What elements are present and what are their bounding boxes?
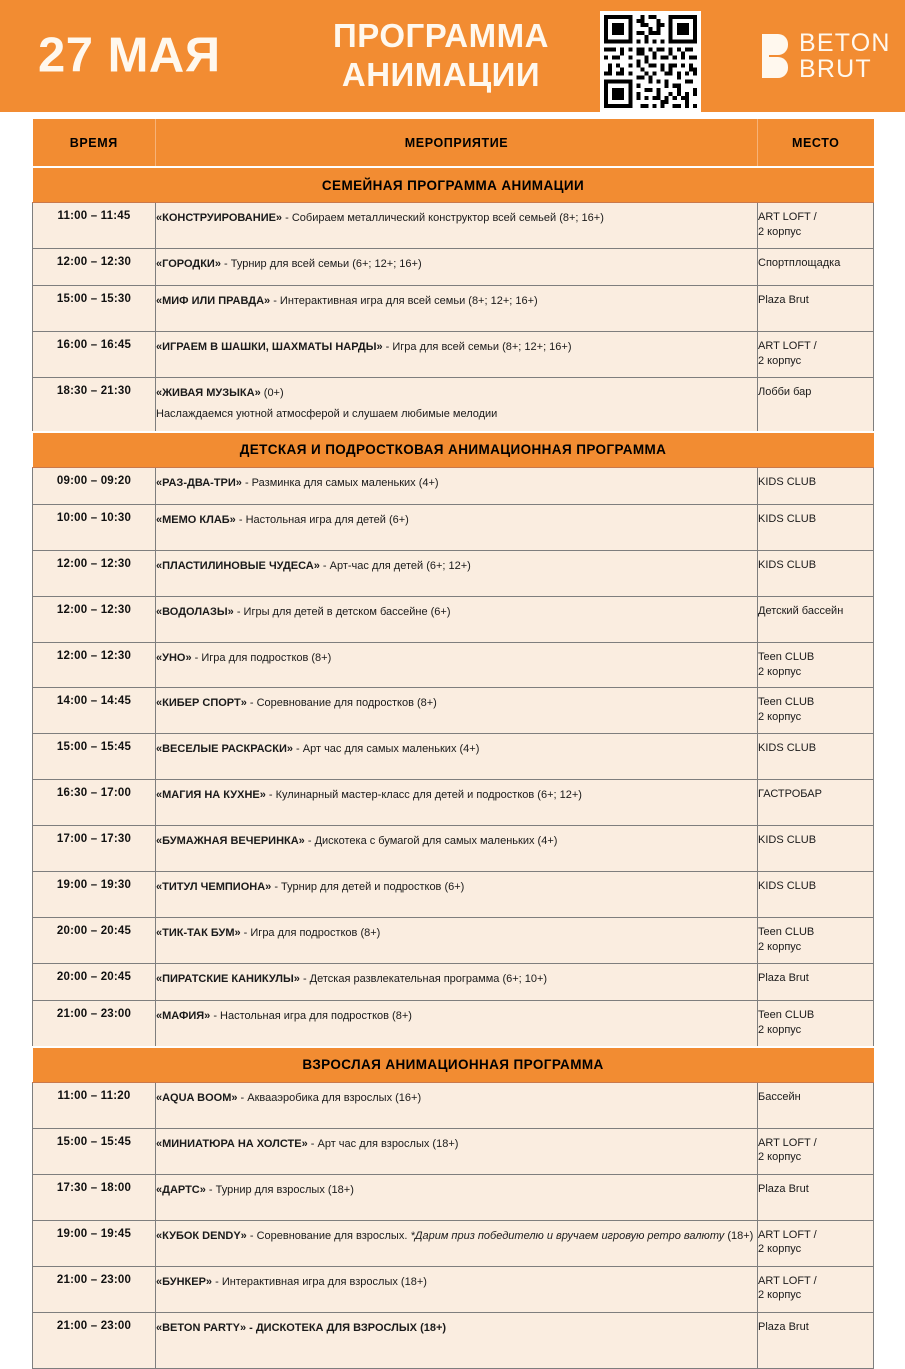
cell-place bbox=[758, 1174, 874, 1220]
event-name: «БУНКЕР» bbox=[156, 1275, 213, 1288]
place-line1: Teen CLUB bbox=[758, 926, 815, 939]
event-name: «ПЛАСТИЛИНОВЫЕ ЧУДЕСА» bbox=[156, 559, 320, 572]
table-row[interactable] bbox=[33, 596, 874, 642]
cell-time: 14:00 – 14:45 bbox=[33, 688, 156, 734]
cell-place bbox=[758, 331, 874, 377]
section-header-row bbox=[33, 167, 874, 203]
place-line2: 2 корпус bbox=[758, 665, 802, 678]
place-line1: Plaza Brut bbox=[758, 1320, 809, 1333]
cell-time: 12:00 – 12:30 bbox=[33, 550, 156, 596]
cell-place bbox=[758, 550, 874, 596]
table-row[interactable] bbox=[33, 1082, 874, 1128]
event-name: «РАЗ-ДВА-ТРИ» bbox=[156, 476, 242, 489]
table-row[interactable] bbox=[33, 734, 874, 780]
event-description: - Настольная игра для подростков (8+) bbox=[210, 1009, 412, 1022]
cell-place bbox=[758, 203, 874, 249]
page-title bbox=[286, 17, 596, 95]
place-line1: Teen CLUB bbox=[758, 696, 815, 709]
place-line1: Спортплощадка bbox=[758, 256, 841, 269]
event-name: «ГОРОДКИ» bbox=[156, 257, 221, 270]
event-name: «БУМАЖНАЯ ВЕЧЕРИНКА» bbox=[156, 835, 305, 848]
cell-place bbox=[758, 1220, 874, 1266]
cell-event bbox=[156, 550, 758, 596]
cell-time: 15:00 – 15:45 bbox=[33, 734, 156, 780]
place-line1: Детский бассейн bbox=[758, 604, 844, 617]
place-line2: 2 корпус bbox=[758, 1243, 802, 1256]
cell-event bbox=[156, 467, 758, 504]
event-description: - Турнир для взрослых (18+) bbox=[205, 1183, 354, 1196]
cell-place bbox=[758, 1128, 874, 1174]
event-description: - Турнир для детей и подростков (6+) bbox=[271, 881, 465, 894]
cell-place bbox=[758, 1000, 874, 1046]
cell-event bbox=[156, 331, 758, 377]
cell-time: 11:00 – 11:45 bbox=[33, 203, 156, 249]
cell-time: 11:00 – 11:20 bbox=[33, 1082, 156, 1128]
table-row[interactable] bbox=[33, 642, 874, 688]
place-line2: 2 корпус bbox=[758, 1151, 802, 1164]
cell-place bbox=[758, 1266, 874, 1312]
place-line1: Бассейн bbox=[758, 1090, 801, 1103]
cell-time: 19:00 – 19:30 bbox=[33, 872, 156, 918]
table-row[interactable] bbox=[33, 504, 874, 550]
table-head bbox=[33, 119, 874, 167]
table-row[interactable] bbox=[33, 1312, 874, 1368]
cell-time: 20:00 – 20:45 bbox=[33, 963, 156, 1000]
event-description: - Игра для всей семьи (8+; 12+; 16+) bbox=[382, 340, 572, 353]
cell-place bbox=[758, 642, 874, 688]
event-name: «МАФИЯ» bbox=[156, 1009, 211, 1022]
section-header-row bbox=[33, 432, 874, 468]
section-title: ДЕТСКАЯ И ПОДРОСТКОВАЯ АНИМАЦИОННАЯ ПРОГРАММА bbox=[33, 432, 874, 468]
table-row[interactable] bbox=[33, 1174, 874, 1220]
cell-event bbox=[156, 203, 758, 249]
place-line1: ART LOFT / bbox=[758, 211, 817, 223]
cell-place bbox=[758, 780, 874, 826]
place-line1: Teen CLUB bbox=[758, 1008, 815, 1021]
cell-place bbox=[758, 872, 874, 918]
place-line2: 2 корпус bbox=[758, 941, 802, 953]
cell-event bbox=[156, 688, 758, 734]
table-row[interactable] bbox=[33, 203, 874, 249]
brand-logo-text bbox=[799, 30, 891, 82]
place-line1: KIDS CLUB bbox=[758, 558, 817, 571]
event-description: - Настольная игра для детей (6+) bbox=[235, 513, 409, 526]
event-name: «ВОДОЛАЗЫ» bbox=[156, 605, 234, 618]
place-line1: Лобби бар bbox=[758, 385, 812, 398]
cell-place bbox=[758, 285, 874, 331]
table-row[interactable] bbox=[33, 467, 874, 504]
place-line2: 2 корпус bbox=[758, 225, 802, 238]
event-description: - Арт час для взрослых (18+) bbox=[307, 1137, 459, 1150]
cell-event bbox=[156, 1000, 758, 1046]
cell-event bbox=[156, 872, 758, 918]
cell-event bbox=[156, 963, 758, 1000]
column-header-event: МЕРОПРИЯТИЕ bbox=[156, 119, 758, 167]
cell-time: 10:00 – 10:30 bbox=[33, 504, 156, 550]
table-row[interactable] bbox=[33, 1000, 874, 1046]
table-row[interactable] bbox=[33, 1220, 874, 1266]
event-description: - Аквааэробика для взрослых (16+) bbox=[237, 1091, 422, 1104]
event-description: - Игра для подростков (8+) bbox=[191, 651, 332, 664]
event-name: «МЕМО КЛАБ» bbox=[156, 513, 236, 526]
event-name: «ДАРТС» bbox=[156, 1183, 206, 1196]
cell-event bbox=[156, 918, 758, 964]
table-row[interactable] bbox=[33, 550, 874, 596]
event-name: «ПИРАТСКИЕ КАНИКУЛЫ» bbox=[156, 972, 300, 985]
program-table bbox=[32, 119, 874, 1369]
cell-event bbox=[156, 504, 758, 550]
cell-place bbox=[758, 963, 874, 1000]
cell-event bbox=[156, 248, 758, 285]
cell-event bbox=[156, 642, 758, 688]
beton-brut-mark-icon bbox=[762, 34, 788, 78]
event-name: «КУБОК DENDY» bbox=[156, 1229, 247, 1242]
table-row[interactable] bbox=[33, 248, 874, 285]
event-description: - Игры для детей в детском бассейне (6+) bbox=[233, 605, 451, 618]
cell-time: 12:00 – 12:30 bbox=[33, 596, 156, 642]
event-description: - Арт-час для детей (6+; 12+) bbox=[319, 559, 471, 572]
column-header-place: МЕСТО bbox=[758, 119, 874, 167]
place-line2: 2 корпус bbox=[758, 1289, 802, 1302]
event-description: - Интерактивная игра для всей семьи (8+; 12+; 16+) bbox=[270, 294, 538, 307]
event-name: «ТИК-ТАК БУМ» bbox=[156, 927, 241, 940]
cell-event bbox=[156, 780, 758, 826]
place-line1: ART LOFT / bbox=[758, 1136, 817, 1149]
cell-event bbox=[156, 1312, 758, 1368]
cell-place bbox=[758, 248, 874, 285]
place-line1: KIDS CLUB bbox=[758, 880, 817, 893]
place-line1: ART LOFT / bbox=[758, 1228, 817, 1241]
cell-time: 20:00 – 20:45 bbox=[33, 918, 156, 964]
place-line1: ART LOFT / bbox=[758, 1274, 817, 1287]
cell-time: 17:30 – 18:00 bbox=[33, 1174, 156, 1220]
table-row[interactable] bbox=[33, 1128, 874, 1174]
event-name: «ТИТУЛ ЧЕМПИОНА» bbox=[156, 881, 272, 894]
table-row[interactable] bbox=[33, 872, 874, 918]
table-row[interactable] bbox=[33, 1266, 874, 1312]
cell-time: 18:30 – 21:30 bbox=[33, 377, 156, 432]
qr-code-svg bbox=[600, 11, 701, 112]
place-line1: ГАСТРОБАР bbox=[758, 788, 822, 801]
cell-event bbox=[156, 1220, 758, 1266]
event-date: 27 МАЯ bbox=[38, 28, 221, 83]
table-row[interactable] bbox=[33, 688, 874, 734]
cell-place bbox=[758, 467, 874, 504]
event-subtitle: Наслаждаемся уютной атмосферой и слушаем любимые мелодии bbox=[156, 407, 498, 420]
place-line2: 2 корпус bbox=[758, 354, 802, 367]
event-description: - Разминка для самых маленьких (4+) bbox=[241, 476, 439, 489]
brand-name-line1: BETON bbox=[799, 29, 891, 57]
cell-event bbox=[156, 1174, 758, 1220]
cell-event bbox=[156, 826, 758, 872]
event-name: «ЖИВАЯ МУЗЫКА» bbox=[156, 386, 261, 399]
event-name: «AQUA BOOM» bbox=[156, 1091, 238, 1104]
qr-code-icon[interactable] bbox=[600, 11, 701, 112]
cell-place bbox=[758, 918, 874, 964]
table-row[interactable] bbox=[33, 963, 874, 1000]
cell-time: 12:00 – 12:30 bbox=[33, 642, 156, 688]
table-body bbox=[33, 167, 874, 1368]
cell-time: 16:30 – 17:00 bbox=[33, 780, 156, 826]
cell-place bbox=[758, 1312, 874, 1368]
event-name: «BETON PARTY» - ДИСКОТЕКА ДЛЯ ВЗРОСЛЫХ (18+) bbox=[156, 1321, 447, 1334]
cell-time: 21:00 – 23:00 bbox=[33, 1000, 156, 1046]
event-description: - Интерактивная игра для взрослых (18+) bbox=[212, 1275, 427, 1288]
cell-event bbox=[156, 596, 758, 642]
cell-event bbox=[156, 285, 758, 331]
cell-time: 15:00 – 15:30 bbox=[33, 285, 156, 331]
event-description: - Турнир для всей семьи (6+; 12+; 16+) bbox=[220, 257, 422, 270]
event-name: «МИНИАТЮРА НА ХОЛСТЕ» bbox=[156, 1137, 308, 1150]
event-description: - Собираем металлический конструктор всей семьей (8+; 16+) bbox=[282, 212, 604, 224]
cell-event bbox=[156, 734, 758, 780]
event-name: «ВЕСЕЛЫЕ РАСКРАСКИ» bbox=[156, 743, 293, 756]
section-title: ВЗРОСЛАЯ АНИМАЦИОННАЯ ПРОГРАММА bbox=[33, 1047, 874, 1083]
event-name: «ИГРАЕМ В ШАШКИ, ШАХМАТЫ НАРДЫ» bbox=[156, 340, 383, 353]
cell-place bbox=[758, 734, 874, 780]
cell-place bbox=[758, 596, 874, 642]
event-name: «УНО» bbox=[156, 651, 192, 664]
cell-time: 21:00 – 23:00 bbox=[33, 1266, 156, 1312]
cell-place bbox=[758, 1082, 874, 1128]
place-line1: ART LOFT / bbox=[758, 339, 817, 352]
event-name: «МИФ ИЛИ ПРАВДА» bbox=[156, 294, 271, 307]
table-row[interactable] bbox=[33, 780, 874, 826]
cell-place bbox=[758, 826, 874, 872]
event-name: «МАГИЯ НА КУХНЕ» bbox=[156, 789, 266, 802]
cell-event bbox=[156, 1266, 758, 1312]
event-description: - Игра для подростков (8+) bbox=[240, 927, 381, 940]
cell-time: 15:00 – 15:45 bbox=[33, 1128, 156, 1174]
event-description: - Соревнование для взрослых. bbox=[246, 1229, 411, 1242]
brand-name-line2: BRUT bbox=[799, 55, 872, 83]
header-banner bbox=[0, 0, 905, 112]
place-line1: Plaza Brut bbox=[758, 1182, 809, 1195]
event-description: - Соревнование для подростков (8+) bbox=[246, 697, 437, 710]
place-line2: 2 корпус bbox=[758, 1023, 802, 1036]
place-line1: Plaza Brut bbox=[758, 293, 809, 306]
section-header-row bbox=[33, 1047, 874, 1083]
page-title-line1: ПРОГРАММА bbox=[333, 17, 549, 55]
event-description: - Арт час для самых маленьких (4+) bbox=[292, 743, 480, 756]
place-line1: KIDS CLUB bbox=[758, 475, 817, 488]
place-line1: KIDS CLUB bbox=[758, 834, 817, 847]
table-row[interactable] bbox=[33, 331, 874, 377]
event-description: - Кулинарный мастер-класс для детей и подростков (6+; 12+) bbox=[265, 789, 582, 802]
section-title: СЕМЕЙНАЯ ПРОГРАММА АНИМАЦИИ bbox=[33, 167, 874, 203]
table-row[interactable] bbox=[33, 377, 874, 432]
place-line1: KIDS CLUB bbox=[758, 512, 817, 525]
table-header-row bbox=[33, 119, 874, 167]
cell-event bbox=[156, 1082, 758, 1128]
table-row[interactable] bbox=[33, 285, 874, 331]
cell-time: 19:00 – 19:45 bbox=[33, 1220, 156, 1266]
column-header-time: ВРЕМЯ bbox=[33, 119, 156, 167]
cell-place bbox=[758, 688, 874, 734]
place-line1: Teen CLUB bbox=[758, 650, 815, 663]
event-description: - Дискотека с бумагой для самых маленьких (4+) bbox=[304, 835, 558, 848]
event-name: «КИБЕР СПОРТ» bbox=[156, 697, 247, 710]
place-line2: 2 корпус bbox=[758, 711, 802, 724]
cell-event bbox=[156, 377, 758, 432]
cell-time: 12:00 – 12:30 bbox=[33, 248, 156, 285]
event-name: «КОНСТРУИРОВАНИЕ» bbox=[156, 212, 283, 224]
cell-time: 16:00 – 16:45 bbox=[33, 331, 156, 377]
page-title-line2: АНИМАЦИИ bbox=[341, 56, 541, 93]
table-row[interactable] bbox=[33, 918, 874, 964]
brand-logo bbox=[762, 30, 891, 82]
place-line1: KIDS CLUB bbox=[758, 742, 817, 755]
cell-time: 09:00 – 09:20 bbox=[33, 467, 156, 504]
event-description-tail: (18+) bbox=[724, 1229, 754, 1242]
event-note: *Дарим приз победителю и вручаем игровую ретро валюту bbox=[410, 1229, 725, 1242]
table-row[interactable] bbox=[33, 826, 874, 872]
cell-time: 17:00 – 17:30 bbox=[33, 826, 156, 872]
cell-event bbox=[156, 1128, 758, 1174]
place-line1: Plaza Brut bbox=[758, 971, 809, 984]
cell-time: 21:00 – 23:00 bbox=[33, 1312, 156, 1368]
cell-place bbox=[758, 377, 874, 432]
cell-place bbox=[758, 504, 874, 550]
event-description: - Детская развлекательная программа (6+; 10+) bbox=[299, 972, 548, 985]
event-description: (0+) bbox=[260, 386, 284, 399]
schedule-sheet bbox=[0, 119, 905, 1369]
